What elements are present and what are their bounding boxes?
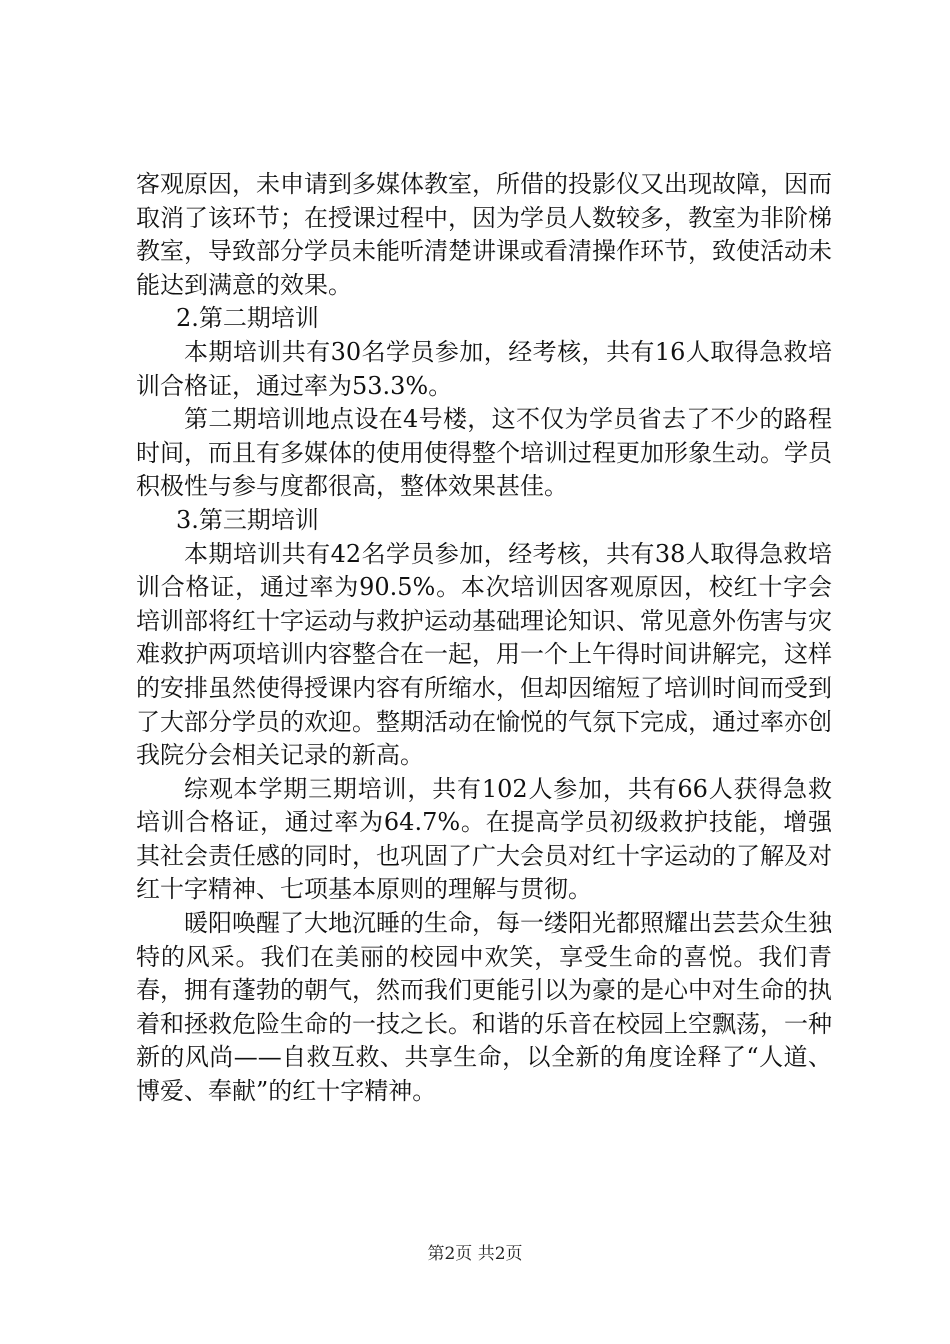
- page-number-footer: 第2页 共2页: [427, 1244, 523, 1264]
- paragraph-continuation: 客观原因，未申请到多媒体教室，所借的投影仪又出现故障，因而取消了该环节；在授课过程中，因为学员人数较多，教室为非阶梯教室，导致部分学员未能听清楚讲课或看清操作环节，致使活动未能达到满意的效果。: [136, 170, 832, 299]
- paragraph-closing: 暖阳唤醒了大地沉睡的生命，每一缕阳光都照耀出芸芸众生独特的风采。我们在美丽的校园中欢笑，享受生命的喜悦。我们青春，拥有蓬勃的朝气，然而我们更能引以为豪的是心中对生命的执着和拯救危险生命的一技之长。和谐的乐音在校园上空飘荡，一种新的风尚——自救互救、共享生命，以全新的角度诠释了“人道、博爱、奉献”的红十字精神。: [136, 909, 832, 1106]
- paragraph-second-training-location: 第二期培训地点设在4号楼，这不仅为学员省去了不少的路程时间，而且有多媒体的使用使得整个培训过程更加形象生动。学员积极性与参与度都很高，整体效果甚佳。: [136, 405, 832, 501]
- section-heading-third-training: 3.第三期培训: [176, 505, 319, 534]
- document-body: [136, 168, 832, 1109]
- section-heading-second-training: 2.第二期培训: [176, 304, 319, 333]
- paragraph-third-training-results: 本期培训共有42名学员参加，经考核，共有38人取得急救培训合格证，通过率为90.5%。本次培训因客观原因，校红十字会培训部将红十字运动与救护运动基础理论知识、常见意外伤害与灾难救护两项培训内容整合在一起，用一个上午得时间讲解完，这样的安排虽然使得授课内容有所缩水，但却因缩短了培训时间而受到了大部分学员的欢迎。整期活动在愉悦的气氛下完成，通过率亦创我院分会相关记录的新高。: [136, 539, 832, 770]
- paragraph-semester-summary: 综观本学期三期培训，共有102人参加，共有66人获得急救培训合格证，通过率为64.7%。在提高学员初级救护技能，增强其社会责任感的同时，也巩固了广大会员对红十字运动的了解及对红十字精神、七项基本原则的理解与贯彻。: [136, 774, 832, 904]
- paragraph-second-training-results: 本期培训共有30名学员参加，经考核，共有16人取得急救培训合格证，通过率为53.3%。: [136, 337, 832, 400]
